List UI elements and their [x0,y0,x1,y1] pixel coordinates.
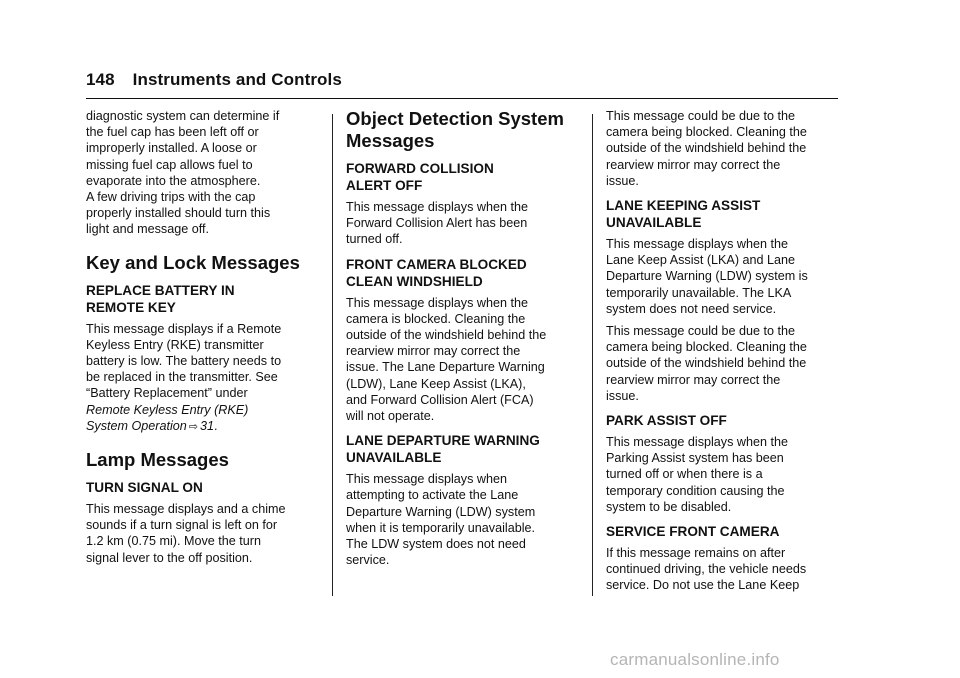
column-2 [346,108,586,574]
page-header [86,70,342,90]
forward-collision-paragraph: This message displays when the Forward Collision Alert has been turned off. [346,200,529,247]
front-camera-blocked-heading: FRONT CAMERA BLOCKED CLEAN WINDSHIELD [346,256,527,289]
front-camera-blocked-paragraph: This message displays when the camera is blocked. Cleaning the outside of the windshield behind the rearview mirror may correct the issue. The Lane Departure Warning (LDW), Lane Keep Assist (LKA), and Forward Collision Alert (FCA) will not operate. [346,295,547,424]
service-front-camera-paragraph: If this message remains on after continued driving, the vehicle needs service. Do not use the Lane Keep [606,546,807,593]
column-divider-1 [332,114,333,596]
rke-reference-link-2[interactable]: System Operation [86,418,187,433]
column-1 [86,108,321,572]
lane-departure-warning-heading: LANE DEPARTURE WARNING UNAVAILABLE [346,433,540,466]
turn-signal-heading: TURN SIGNAL ON [86,480,203,496]
key-lock-messages-heading: Key and Lock Messages [86,251,300,273]
column-3 [606,108,846,594]
park-assist-off-heading: PARK ASSIST OFF [606,413,727,429]
turn-signal-paragraph: This message displays and a chime sounds if a turn signal is left on for 1.2 km (0.75 mi). Move the turn signal lever to the off position. [86,502,286,565]
page-reference-number[interactable]: 31 [200,418,215,433]
replace-battery-heading: REPLACE BATTERY IN REMOTE KEY [86,282,235,315]
lane-keeping-assist-paragraph-2: This message could be due to the camera being blocked. Cleaning the outside of the windshield behind the rearview mirror may correct the issue. [606,324,807,403]
camera-blocked-continued-paragraph: This message could be due to the camera being blocked. Cleaning the outside of the windshield behind the rearview mirror may correct the issue. [606,109,807,188]
lane-keeping-assist-heading: LANE KEEPING ASSIST UNAVAILABLE [606,198,761,231]
lamp-messages-heading: Lamp Messages [86,449,229,471]
rke-reference-link[interactable]: Remote Keyless Entry (RKE) [86,402,249,417]
watermark: carmanualsonline.info [610,650,780,669]
fuel-cap-paragraph: diagnostic system can determine if the fuel cap has been left off or improperly installed. A loose or missing fuel cap allows fuel to evaporate into the atmosphere. A few driving trips with the cap properly installed should turn this light and message off. [86,109,280,237]
lane-departure-warning-paragraph: This message displays when attempting to activate the Lane Departure Warning (LDW) system when it is temporarily unavailable. The LDW system does not need service. [346,472,536,568]
page-number: 148 [86,70,115,89]
page-reference-arrow-icon: ⇨ [188,420,199,433]
forward-collision-heading: FORWARD COLLISION ALERT OFF [346,161,494,193]
lane-keeping-assist-paragraph-1: This message displays when the Lane Keep Assist (LKA) and Lane Departure Warning (LDW) system is temporarily unavailable. The LKA system does not need service. [606,237,808,316]
replace-battery-paragraph: This message displays if a Remote Keyless Entry (RKE) transmitter battery is low. The battery needs to be replaced in the transmitter. See “Battery Replacement” under Remote Keyless Entry (RKE) System Operation ⇨ 31. [86,321,282,433]
header-rule [86,98,838,99]
column-divider-2 [592,114,593,596]
service-front-camera-heading: SERVICE FRONT CAMERA [606,524,780,540]
object-detection-heading: Object Detection System Messages [346,108,564,151]
park-assist-off-paragraph: This message displays when the Parking Assist system has been turned off or when there is a temporary condition causing the system to be disabled. [606,435,789,514]
section-title: Instruments and Controls [132,70,342,89]
